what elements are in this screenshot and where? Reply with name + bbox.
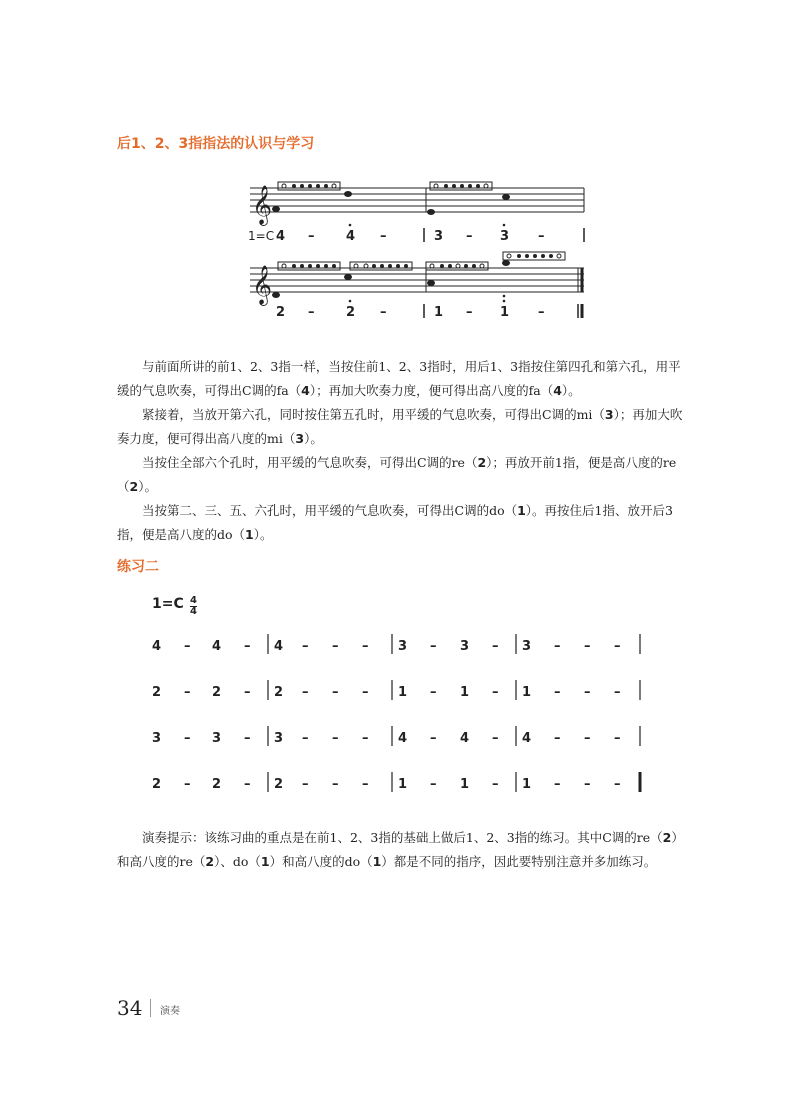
exercise-note: – bbox=[554, 685, 561, 700]
svg-text:𝄞: 𝄞 bbox=[252, 265, 273, 305]
exercise-note: – bbox=[244, 777, 251, 792]
exercise-note: – bbox=[430, 777, 437, 792]
exercise-note: – bbox=[614, 685, 621, 700]
exercise-note: – bbox=[332, 685, 339, 700]
exercise-note: – bbox=[362, 639, 369, 654]
exercise-note: 1 bbox=[398, 685, 408, 700]
exercise-note: – bbox=[554, 777, 561, 792]
exercise-note: – bbox=[430, 731, 437, 746]
exercise-note: – bbox=[302, 639, 309, 654]
svg-text:1: 1 bbox=[500, 305, 510, 320]
svg-text:–: – bbox=[538, 229, 545, 244]
svg-text:𝄞: 𝄞 bbox=[252, 185, 273, 225]
svg-text:2: 2 bbox=[346, 305, 356, 320]
svg-text:–: – bbox=[380, 305, 387, 320]
exercise-note: – bbox=[614, 639, 621, 654]
svg-text:–: – bbox=[380, 229, 387, 244]
exercise-note: – bbox=[614, 777, 621, 792]
exercise-note: 3 bbox=[460, 639, 470, 654]
page-number: 34 bbox=[117, 996, 143, 1020]
time-signature: 4 4 bbox=[190, 595, 197, 617]
exercise-note: – bbox=[184, 731, 191, 746]
exercise-note: 4 bbox=[152, 639, 162, 654]
exercise-note: – bbox=[244, 639, 251, 654]
exercise-note: – bbox=[302, 685, 309, 700]
exercise-note: – bbox=[492, 685, 499, 700]
svg-text:3: 3 bbox=[434, 229, 444, 244]
exercise-note: – bbox=[492, 639, 499, 654]
exercise-note: – bbox=[492, 777, 499, 792]
exercise-note: 3 bbox=[212, 731, 222, 746]
svg-text:2: 2 bbox=[276, 305, 286, 320]
exercise-note: 2 bbox=[274, 777, 284, 792]
exercise-note: – bbox=[554, 731, 561, 746]
exercise-note: 4 bbox=[398, 731, 408, 746]
svg-text:4: 4 bbox=[276, 229, 286, 244]
exercise-note: 4 bbox=[460, 731, 470, 746]
section-heading: 后1、2、3指指法的认识与学习 bbox=[117, 136, 315, 152]
svg-text:–: – bbox=[308, 229, 315, 244]
exercise-note: – bbox=[302, 731, 309, 746]
exercise-note: – bbox=[430, 685, 437, 700]
svg-text:3: 3 bbox=[500, 229, 510, 244]
exercise-note: 3 bbox=[398, 639, 408, 654]
exercise-note: – bbox=[302, 777, 309, 792]
exercise-note: 1 bbox=[522, 777, 532, 792]
svg-text:1: 1 bbox=[434, 305, 444, 320]
exercise-note: – bbox=[430, 639, 437, 654]
exercise-note: – bbox=[332, 777, 339, 792]
fingering-score bbox=[248, 180, 588, 322]
footer-divider bbox=[150, 999, 151, 1017]
exercise-note: – bbox=[584, 777, 591, 792]
exercise-note: – bbox=[554, 639, 561, 654]
exercise-note: – bbox=[584, 639, 591, 654]
score-key: 1=C bbox=[248, 229, 275, 243]
exercise-note: 1 bbox=[398, 777, 408, 792]
svg-text:–: – bbox=[308, 305, 315, 320]
exercise-note: – bbox=[244, 685, 251, 700]
exercise-note: – bbox=[362, 731, 369, 746]
exercise-note: 1 bbox=[460, 777, 470, 792]
exercise-note: 3 bbox=[274, 731, 284, 746]
exercise-note: 1 bbox=[522, 685, 532, 700]
exercise-note: – bbox=[332, 639, 339, 654]
paragraph-do: 当按第二、三、五、六孔时，用平缓的气息吹奏，可得出C调的do（1）。再按住后1指、放开后3指，便是高八度的do（1）。 bbox=[117, 503, 673, 542]
exercise-note: 2 bbox=[212, 777, 222, 792]
exercise-note: 3 bbox=[522, 639, 532, 654]
exercise-note: 4 bbox=[212, 639, 222, 654]
footer-section: 演奏 bbox=[160, 1006, 180, 1017]
paragraph-re: 当按住全部六个孔时，用平缓的气息吹奏，可得出C调的re（2）；再放开前1指，便是高八度的re（2）。 bbox=[117, 455, 677, 494]
exercise-note: 4 bbox=[522, 731, 532, 746]
exercise-note: – bbox=[184, 639, 191, 654]
exercise-note: 2 bbox=[212, 685, 222, 700]
exercise-note: 2 bbox=[152, 777, 162, 792]
exercise-note: – bbox=[184, 777, 191, 792]
svg-text:4: 4 bbox=[346, 229, 356, 244]
exercise-heading: 练习二 bbox=[117, 559, 159, 575]
paragraph-fa: 与前面所讲的前1、2、3指一样，当按住前1、2、3指时，用后1、3指按住第四孔和第六孔，用平缓的气息吹奏，可得出C调的fa（4）；再加大吹奏力度，便可得出高八度的fa（4）。 bbox=[117, 359, 681, 398]
exercise-note: – bbox=[332, 731, 339, 746]
exercise-note: – bbox=[362, 777, 369, 792]
exercise-note: 3 bbox=[152, 731, 162, 746]
exercise-note: – bbox=[584, 685, 591, 700]
exercise-note: – bbox=[184, 685, 191, 700]
performance-tip: 演奏提示：该练习曲的重点是在前1、2、3指的基础上做后1、2、3指的练习。其中C调的re（2）和高八度的re（2）、do（1）和高八度的do（1）都是不同的指序，因此要特别注意并多加练习。 bbox=[117, 830, 684, 869]
exercise-note: 2 bbox=[274, 685, 284, 700]
exercise-note: – bbox=[492, 731, 499, 746]
svg-text:–: – bbox=[538, 305, 545, 320]
paragraph-mi: 紧接着，当放开第六孔，同时按住第五孔时，用平缓的气息吹奏，可得出C调的mi（3）；再加大吹奏力度，便可得出高八度的mi（3）。 bbox=[117, 407, 683, 446]
svg-text:–: – bbox=[466, 305, 473, 320]
exercise-notation bbox=[140, 630, 660, 810]
exercise-note: – bbox=[362, 685, 369, 700]
exercise-note: – bbox=[614, 731, 621, 746]
exercise-note: 4 bbox=[274, 639, 284, 654]
exercise-note: 1 bbox=[460, 685, 470, 700]
svg-text:–: – bbox=[466, 229, 473, 244]
exercise-note: 2 bbox=[152, 685, 162, 700]
exercise-note: – bbox=[244, 731, 251, 746]
exercise-key: 1=C bbox=[152, 596, 184, 612]
exercise-note: – bbox=[584, 731, 591, 746]
